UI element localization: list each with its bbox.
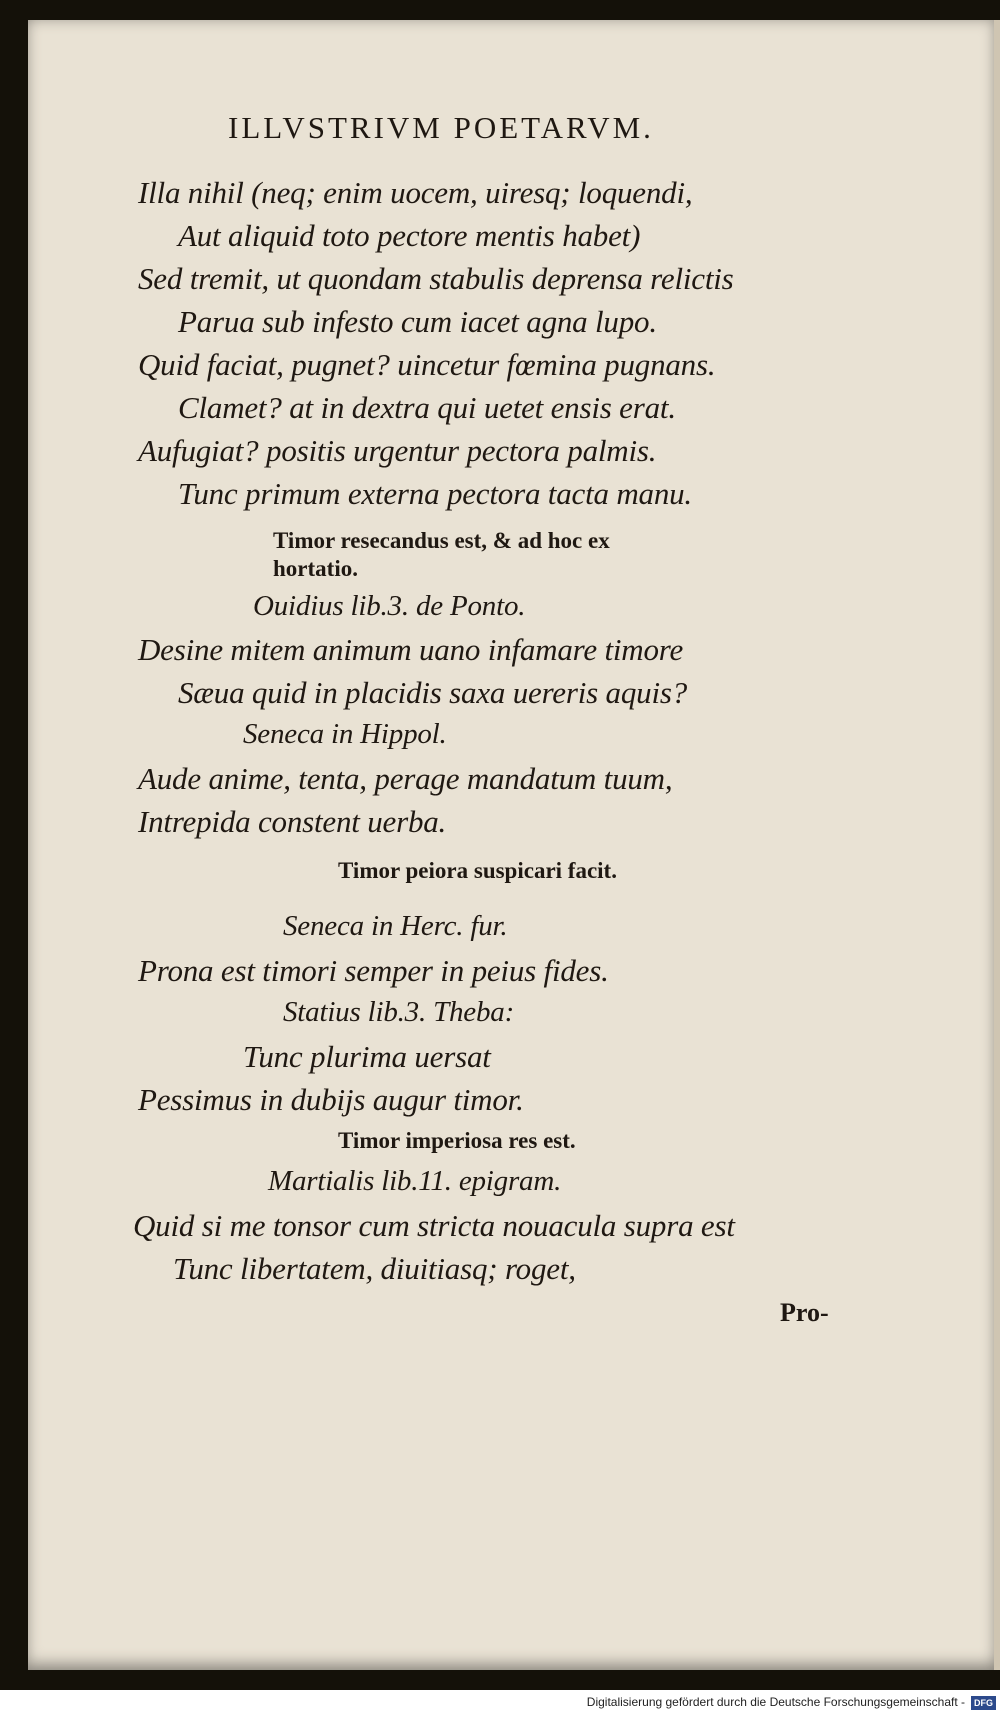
verse-line-17: Tunc libertatem, diuitiasq; roget,: [173, 1251, 576, 1286]
verse-line-15: Pessimus in dubijs augur timor.: [138, 1082, 524, 1117]
catchword: Pro-: [780, 1298, 829, 1327]
verse-line-8: Tunc primum externa pectora tacta manu.: [178, 476, 692, 511]
verse-line-13: Prona est timori semper in peius fides.: [138, 953, 609, 988]
verse-line-6: Clamet? at in dextra qui uetet ensis erat.: [178, 390, 676, 425]
section-heading-1: Timor resecandus est, & ad hoc ex: [273, 528, 610, 553]
page-edge: [994, 20, 1000, 1670]
verse-line-2: Aut aliquid toto pectore mentis habet): [178, 218, 641, 253]
citation-1: Ouidius lib.3. de Ponto.: [253, 590, 526, 622]
section-heading-2: Timor peiora suspicari facit.: [338, 858, 617, 883]
citation-2: Seneca in Hippol.: [243, 718, 447, 750]
citation-5: Martialis lib.11. epigram.: [268, 1165, 562, 1197]
section-heading-3: Timor imperiosa res est.: [338, 1128, 576, 1153]
verse-line-11: Aude anime, tenta, perage mandatum tuum,: [138, 761, 673, 796]
verse-line-7: Aufugiat? positis urgentur pectora palmis.: [138, 433, 657, 468]
verse-line-1: Illa nihil (neq; enim uocem, uiresq; loquendi,: [138, 175, 693, 210]
verse-line-9: Desine mitem animum uano infamare timore: [138, 632, 684, 667]
verse-line-12: Intrepida constent uerba.: [138, 804, 447, 839]
dfg-logo-icon: DFG: [971, 1696, 996, 1710]
verse-line-4: Parua sub infesto cum iacet agna lupo.: [178, 304, 657, 339]
digitization-footer: [0, 1690, 1000, 1715]
verse-line-3: Sed tremit, ut quondam stabulis deprensa relictis: [138, 261, 734, 296]
section-heading-1-cont: hortatio.: [273, 556, 358, 581]
running-head: ILLVSTRIVM POETARVM.: [228, 110, 654, 145]
verse-line-14: Tunc plurima uersat: [243, 1039, 491, 1074]
verse-line-5: Quid faciat, pugnet? uincetur fœmina pugnans.: [138, 347, 716, 382]
citation-4: Statius lib.3. Theba:: [283, 996, 515, 1028]
verse-line-16: Quid si me tonsor cum stricta nouacula supra est: [133, 1208, 735, 1243]
verse-line-10: Sæua quid in placidis saxa uereris aquis?: [178, 675, 688, 710]
citation-3: Seneca in Herc. fur.: [283, 910, 508, 942]
book-page: [28, 20, 1000, 1670]
footer-text: Digitalisierung gefördert durch die Deutsche Forschungsgemeinschaft -: [586, 1695, 965, 1709]
